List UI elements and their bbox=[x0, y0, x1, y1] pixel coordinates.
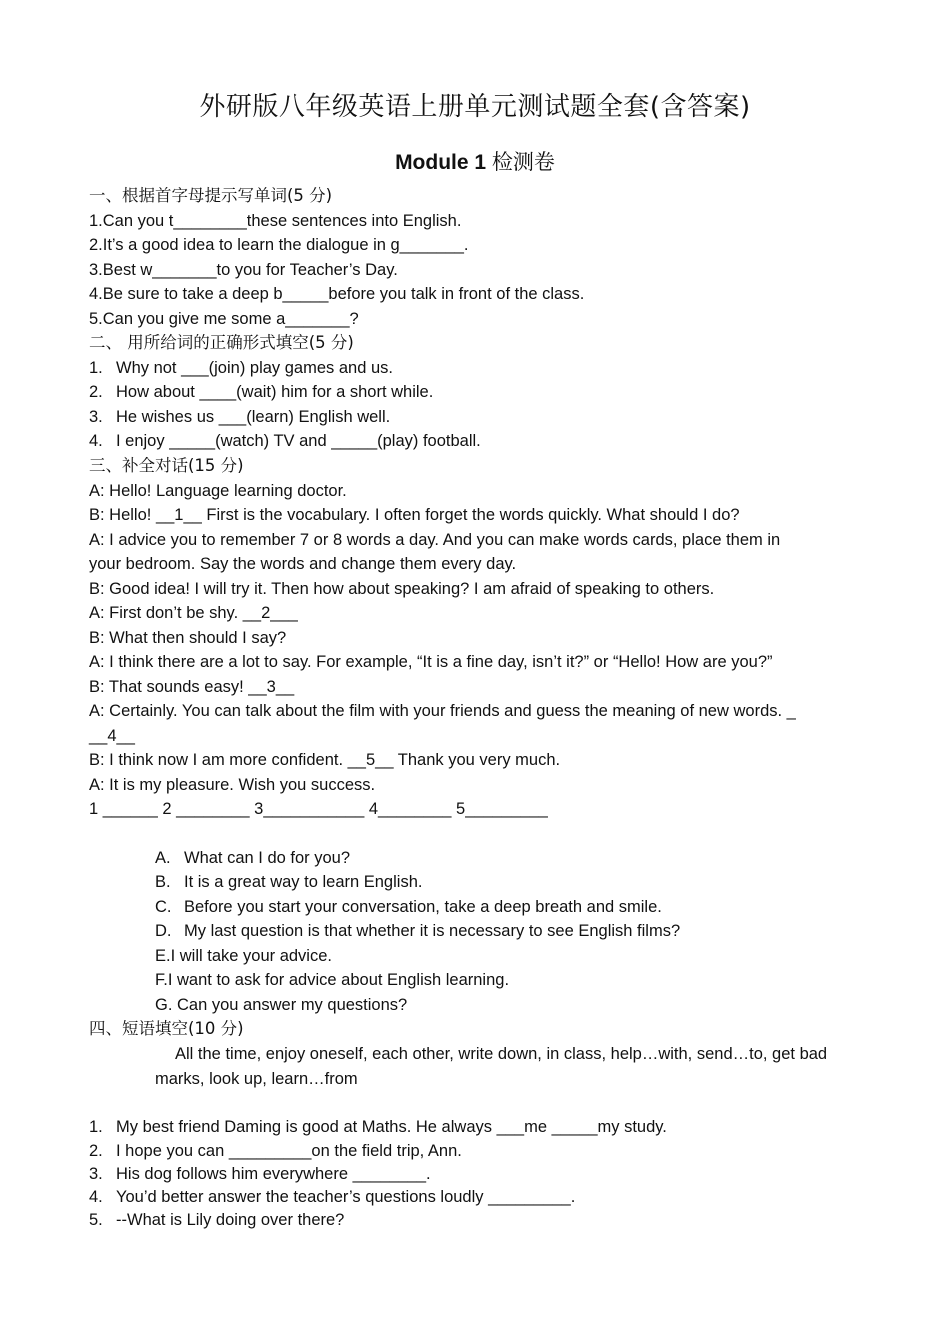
option-item: F.I want to ask for advice about English learning. bbox=[155, 971, 510, 989]
dialogue-line: A: Certainly. You can talk about the film with your friends and guess the meaning of new words. _ bbox=[89, 702, 796, 720]
item-text: I enjoy _____(watch) TV and _____(play) football. bbox=[116, 432, 481, 450]
item-number: 2. bbox=[89, 1142, 103, 1160]
option-letter: B. bbox=[155, 873, 171, 891]
item-text: You’d better answer the teacher’s questions loudly _________. bbox=[116, 1188, 576, 1206]
dialogue-line: B: Good idea! I will try it. Then how about speaking? I am afraid of speaking to others. bbox=[89, 580, 715, 598]
item-number: 4. bbox=[89, 1188, 103, 1206]
section-4-item bbox=[89, 1162, 869, 1186]
section-4-item bbox=[89, 1139, 869, 1163]
option-text: What can I do for you? bbox=[184, 849, 351, 867]
option-text: Before you start your conversation, take a deep breath and smile. bbox=[184, 898, 662, 916]
section-2-item bbox=[89, 429, 869, 453]
option-item bbox=[155, 895, 662, 919]
item-text: His dog follows him everywhere ________. bbox=[116, 1165, 431, 1183]
item-number: 3. bbox=[89, 1165, 103, 1183]
answer-blanks-line: 1 ______ 2 ________ 3___________ 4________ 5_________ bbox=[89, 800, 548, 818]
page-title: 外研版八年级英语上册单元测试题全套(含答案) bbox=[199, 92, 751, 122]
dialogue-line: A: It is my pleasure. Wish you success. bbox=[89, 776, 376, 794]
section-4-item bbox=[89, 1115, 869, 1139]
section-2-heading: 二、 用所给词的正确形式填空(5 分) bbox=[89, 333, 354, 352]
section-1-item: 2.It’s a good idea to learn the dialogue in g_______. bbox=[89, 236, 469, 254]
section-1-item: 3.Best w_______to you for Teacher’s Day. bbox=[89, 261, 398, 279]
option-text: It is a great way to learn English. bbox=[184, 873, 423, 891]
item-number: 1. bbox=[89, 359, 103, 377]
item-number: 5. bbox=[89, 1211, 103, 1229]
dialogue-line: B: I think now I am more confident. __5__ Thank you very much. bbox=[89, 751, 561, 769]
dialogue-line: __4__ bbox=[89, 727, 135, 745]
option-letter: A. bbox=[155, 849, 171, 867]
item-text: How about ____(wait) him for a short while. bbox=[116, 383, 434, 401]
item-text: I hope you can _________on the field trip, Ann. bbox=[116, 1142, 462, 1160]
option-letter: C. bbox=[155, 898, 172, 916]
section-3-heading: 三、补全对话(15 分) bbox=[89, 456, 244, 475]
dialogue-line: B: What then should I say? bbox=[89, 629, 287, 647]
dialogue-line: B: That sounds easy! __3__ bbox=[89, 678, 295, 696]
section-1-item: 4.Be sure to take a deep b_____before you talk in front of the class. bbox=[89, 285, 585, 303]
dialogue-line: A: Hello! Language learning doctor. bbox=[89, 482, 347, 500]
section-2-item bbox=[89, 380, 869, 404]
item-text: Why not ___(join) play games and us. bbox=[116, 359, 393, 377]
item-number: 2. bbox=[89, 383, 103, 401]
dialogue-line: A: First don’t be shy. __2___ bbox=[89, 604, 298, 622]
item-number: 1. bbox=[89, 1118, 103, 1136]
section-1-item: 5.Can you give me some a_______? bbox=[89, 310, 359, 328]
phrase-bank: All the time, enjoy oneself, each other, write down, in class, help…with, send…to, get bad marks, look up, learn…from bbox=[155, 1045, 828, 1088]
module-heading bbox=[0, 146, 950, 176]
dialogue-line: B: Hello! __1__ First is the vocabulary. I often forget the words quickly. What should I do? bbox=[89, 506, 740, 524]
module-test-label: 检测卷 bbox=[491, 150, 555, 174]
dialogue-line: A: I advice you to remember 7 or 8 words a day. And you can make words cards, place them in bbox=[89, 531, 781, 549]
section-2-item bbox=[89, 356, 869, 380]
item-number: 4. bbox=[89, 432, 103, 450]
option-item bbox=[155, 870, 422, 894]
item-text: He wishes us ___(learn) English well. bbox=[116, 408, 391, 426]
module-name: Module 1 bbox=[395, 151, 487, 174]
option-item bbox=[155, 846, 350, 870]
option-item bbox=[155, 919, 680, 943]
section-4-item bbox=[89, 1185, 869, 1209]
item-number: 3. bbox=[89, 408, 103, 426]
section-1-heading: 一、根据首字母提示写单词(5 分) bbox=[89, 186, 333, 205]
option-text: My last question is that whether it is necessary to see English films? bbox=[184, 922, 681, 940]
option-letter: D. bbox=[155, 922, 172, 940]
section-2-item bbox=[89, 405, 869, 429]
item-text: My best friend Daming is good at Maths. He always ___me _____my study. bbox=[116, 1118, 667, 1136]
section-4-heading: 四、短语填空(10 分) bbox=[89, 1019, 244, 1038]
item-text: --What is Lily doing over there? bbox=[116, 1211, 345, 1229]
dialogue-line: your bedroom. Say the words and change them every day. bbox=[89, 555, 517, 573]
option-item: G. Can you answer my questions? bbox=[155, 996, 408, 1014]
section-4-item bbox=[89, 1208, 869, 1232]
dialogue-line: A: I think there are a lot to say. For example, “It is a fine day, isn’t it?” or “Hello! How are you?” bbox=[89, 653, 773, 671]
option-item: E.I will take your advice. bbox=[155, 947, 332, 965]
section-1-item: 1.Can you t________these sentences into English. bbox=[89, 212, 462, 230]
